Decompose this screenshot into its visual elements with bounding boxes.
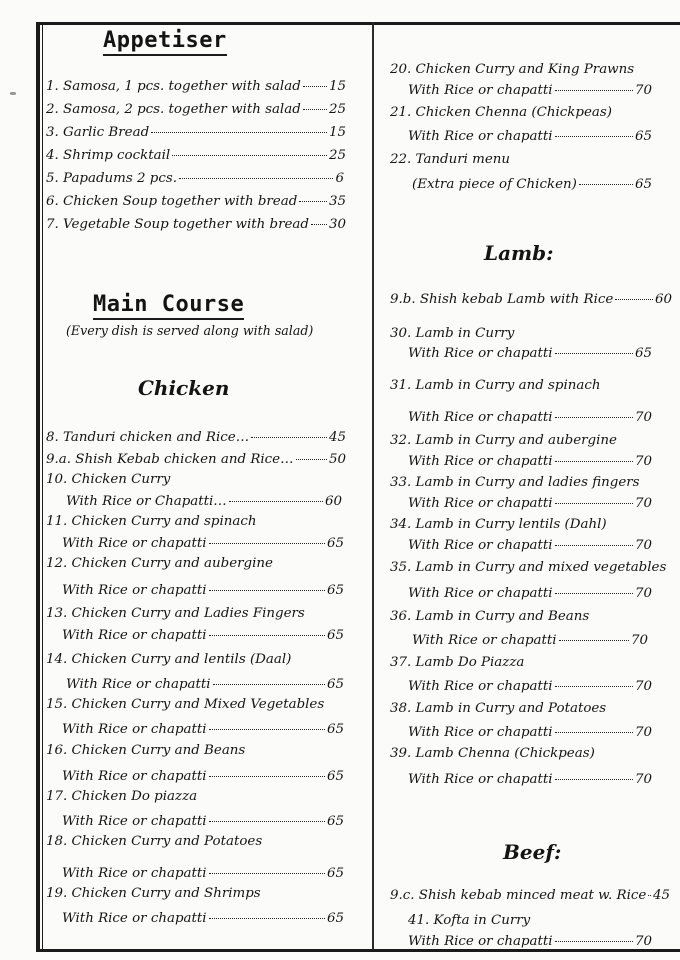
item-name: 6. Chicken Soup together with bread [46,194,298,209]
menu-item [46,194,346,209]
menu-item [46,452,346,467]
item-price: 70 [634,83,652,98]
item-name: With Rice or chapatti [66,677,211,692]
item-name: With Rice or chapatti [408,496,553,511]
menu-item [46,171,344,186]
item-price: 60 [324,494,342,509]
menu-item [408,410,652,425]
item-name: 19. Chicken Curry and Shrimps [46,886,261,901]
item-name: With Rice or chapatti [408,772,553,787]
column-divider [372,22,374,950]
menu-item [62,583,344,598]
item-name: 30. Lamb in Curry [390,326,515,341]
menu-item [46,430,346,445]
leader-dots [303,109,327,110]
menu-item [46,125,346,140]
menu-item [46,79,346,94]
leader-dots [555,353,633,354]
item-name: 39. Lamb Chenna (Chickpeas) [390,746,595,761]
leader-dots [615,299,653,300]
item-name: With Rice or chapatti [408,586,553,601]
item-price: 70 [634,772,652,787]
item-name: With Rice or chapatti [62,866,207,881]
item-price: 65 [634,177,652,192]
menu-item [62,628,344,643]
item-price: 65 [326,677,344,692]
item-name: 9.c. Shish kebab minced meat w. Rice [390,888,647,903]
main-course-title: Main Course [93,292,244,320]
leader-dots [209,729,325,730]
menu-item [408,83,652,98]
item-price: 15 [328,125,346,140]
leader-dots [555,593,633,594]
menu-item [62,769,344,784]
item-name: 8. Tanduri chicken and Rice… [46,430,250,445]
item-name: 7. Vegetable Soup together with bread [46,217,309,232]
item-name: 15. Chicken Curry and Mixed Vegetables [46,697,325,712]
item-name: 5. Papadums 2 pcs. [46,171,177,186]
leader-dots [311,224,327,225]
leader-dots [151,132,327,133]
menu-item [412,633,648,648]
item-price: 70 [630,633,648,648]
item-name: With Rice or chapatti [412,633,557,648]
item-price: 65 [326,769,344,784]
item-name: With Rice or chapatti [62,583,207,598]
leader-dots [296,459,327,460]
leader-dots [179,178,333,179]
item-name: 17. Chicken Do piazza [46,789,198,804]
item-name: 38. Lamb in Curry and Potatoes [390,701,607,716]
menu-item [412,177,652,192]
item-name: With Rice or chapatti [408,454,553,469]
item-name: With Rice or chapatti [62,911,207,926]
leader-dots [648,895,651,896]
main-course-heading [93,292,244,317]
leader-dots [172,155,327,156]
item-price: 70 [634,410,652,425]
item-name: With Rice or chapatti [408,679,553,694]
item-name: With Rice or chapatti [408,129,553,144]
menu-item [408,934,652,949]
item-name: 2. Samosa, 2 pcs. together with salad [46,102,301,117]
item-price: 45 [652,888,670,903]
item-name: 9.b. Shish kebab Lamb with Rice [390,292,614,307]
item-price: 70 [634,496,652,511]
item-price: 15 [328,79,346,94]
item-price: 65 [326,814,344,829]
item-price: 65 [326,911,344,926]
appetiser-heading [103,28,227,53]
menu-item [408,496,652,511]
item-name: (Extra piece of Chicken) [412,177,577,192]
menu-item [66,677,344,692]
leader-dots [213,684,325,685]
item-name: With Rice or chapatti [408,83,553,98]
menu-item [62,814,344,829]
leader-dots [209,590,325,591]
leader-dots [579,184,633,185]
item-name: 18. Chicken Curry and Potatoes [46,834,263,849]
menu-frame-left [36,22,40,950]
menu-item [408,725,652,740]
leader-dots [555,461,633,462]
item-price: 70 [634,454,652,469]
item-name: With Rice or chapatti [62,722,207,737]
menu-item [62,866,344,881]
leader-dots [251,437,327,438]
item-price: 25 [328,102,346,117]
item-name: With Rice or chapatti [62,628,207,643]
item-name: 21. Chicken Chenna (Chickpeas) [390,105,612,120]
menu-frame-top [36,22,680,25]
item-name: 1. Samosa, 1 pcs. together with salad [46,79,301,94]
item-price: 70 [634,538,652,553]
item-name: 10. Chicken Curry [46,472,171,487]
item-name: 20. Chicken Curry and King Prawns [390,62,635,77]
item-price: 65 [326,536,344,551]
chicken-title: Chicken [138,376,230,400]
menu-item [66,494,342,509]
item-name: 31. Lamb in Curry and spinach [390,378,601,393]
item-name: 14. Chicken Curry and lentils (Daal) [46,652,292,667]
item-name: With Rice or chapatti [408,725,553,740]
item-price: 45 [328,430,346,445]
leader-dots [209,918,325,919]
item-price: 65 [634,129,652,144]
item-name: 4. Shrimp cocktail [46,148,171,163]
leader-dots [555,941,633,942]
menu-frame-bottom [36,949,680,952]
menu-item [390,292,672,307]
item-price: 70 [634,679,652,694]
item-name: 9.a. Shish Kebab chicken and Rice… [46,452,294,467]
item-name: 3. Garlic Bread [46,125,150,140]
leader-dots [209,776,325,777]
item-price: 65 [326,583,344,598]
item-name: 32. Lamb in Curry and aubergine [390,433,617,448]
item-name: 11. Chicken Curry and spinach [46,514,257,529]
item-name: 37. Lamb Do Piazza [390,655,525,670]
item-name: 22. Tanduri menu [390,152,511,167]
menu-item [408,454,652,469]
leader-dots [299,201,327,202]
item-name: 12. Chicken Curry and aubergine [46,556,273,571]
leader-dots [229,501,323,502]
item-name: With Rice or chapatti [408,346,553,361]
leader-dots [209,873,325,874]
item-name: With Rice or chapatti [408,538,553,553]
item-price: 25 [328,148,346,163]
leader-dots [555,417,633,418]
main-course-note: (Every dish is served along with salad) [66,323,314,338]
item-name: 36. Lamb in Curry and Beans [390,609,590,624]
item-price: 35 [328,194,346,209]
menu-item [408,346,652,361]
item-price: 65 [634,346,652,361]
menu-item [62,722,344,737]
leader-dots [555,545,633,546]
leader-dots [555,779,633,780]
item-price: 30 [328,217,346,232]
leader-dots [209,635,325,636]
leader-dots [555,90,633,91]
menu-item [46,102,346,117]
scan-speck [10,92,16,95]
item-name: 34. Lamb in Curry lentils (Dahl) [390,517,607,532]
leader-dots [559,640,629,641]
item-name: 41. Kofta in Curry [408,913,531,928]
item-name: With Rice or chapatti [408,934,553,949]
leader-dots [555,732,633,733]
menu-item [408,538,652,553]
item-price: 70 [634,586,652,601]
menu-item [408,129,652,144]
lamb-title: Lamb: [484,241,554,265]
item-price: 50 [328,452,346,467]
leader-dots [209,543,325,544]
item-name: With Rice or Chapatti… [66,494,227,509]
item-price: 70 [634,725,652,740]
item-name: 13. Chicken Curry and Ladies Fingers [46,606,305,621]
item-name: With Rice or chapatti [62,769,207,784]
item-price: 65 [326,866,344,881]
item-name: 16. Chicken Curry and Beans [46,743,246,758]
menu-item [408,772,652,787]
leader-dots [209,821,325,822]
leader-dots [555,686,633,687]
item-price: 60 [654,292,672,307]
item-name: With Rice or chapatti [62,536,207,551]
menu-item [408,586,652,601]
leader-dots [303,86,327,87]
menu-item [62,536,344,551]
item-price: 65 [326,722,344,737]
menu-item [46,148,346,163]
menu-item [390,888,670,903]
appetiser-title: Appetiser [103,28,227,56]
item-name: With Rice or chapatti [408,410,553,425]
menu-item [62,911,344,926]
item-name: 35. Lamb in Curry and mixed vegetables [390,560,667,575]
item-name: 33. Lamb in Curry and ladies fingers [390,475,640,490]
item-name: With Rice or chapatti [62,814,207,829]
menu-item [408,679,652,694]
leader-dots [555,503,633,504]
menu-item [46,217,346,232]
beef-title: Beef: [503,840,562,864]
item-price: 70 [634,934,652,949]
item-price: 65 [326,628,344,643]
leader-dots [555,136,633,137]
item-price: 6 [335,171,344,186]
menu-frame-left-inner [42,22,43,950]
